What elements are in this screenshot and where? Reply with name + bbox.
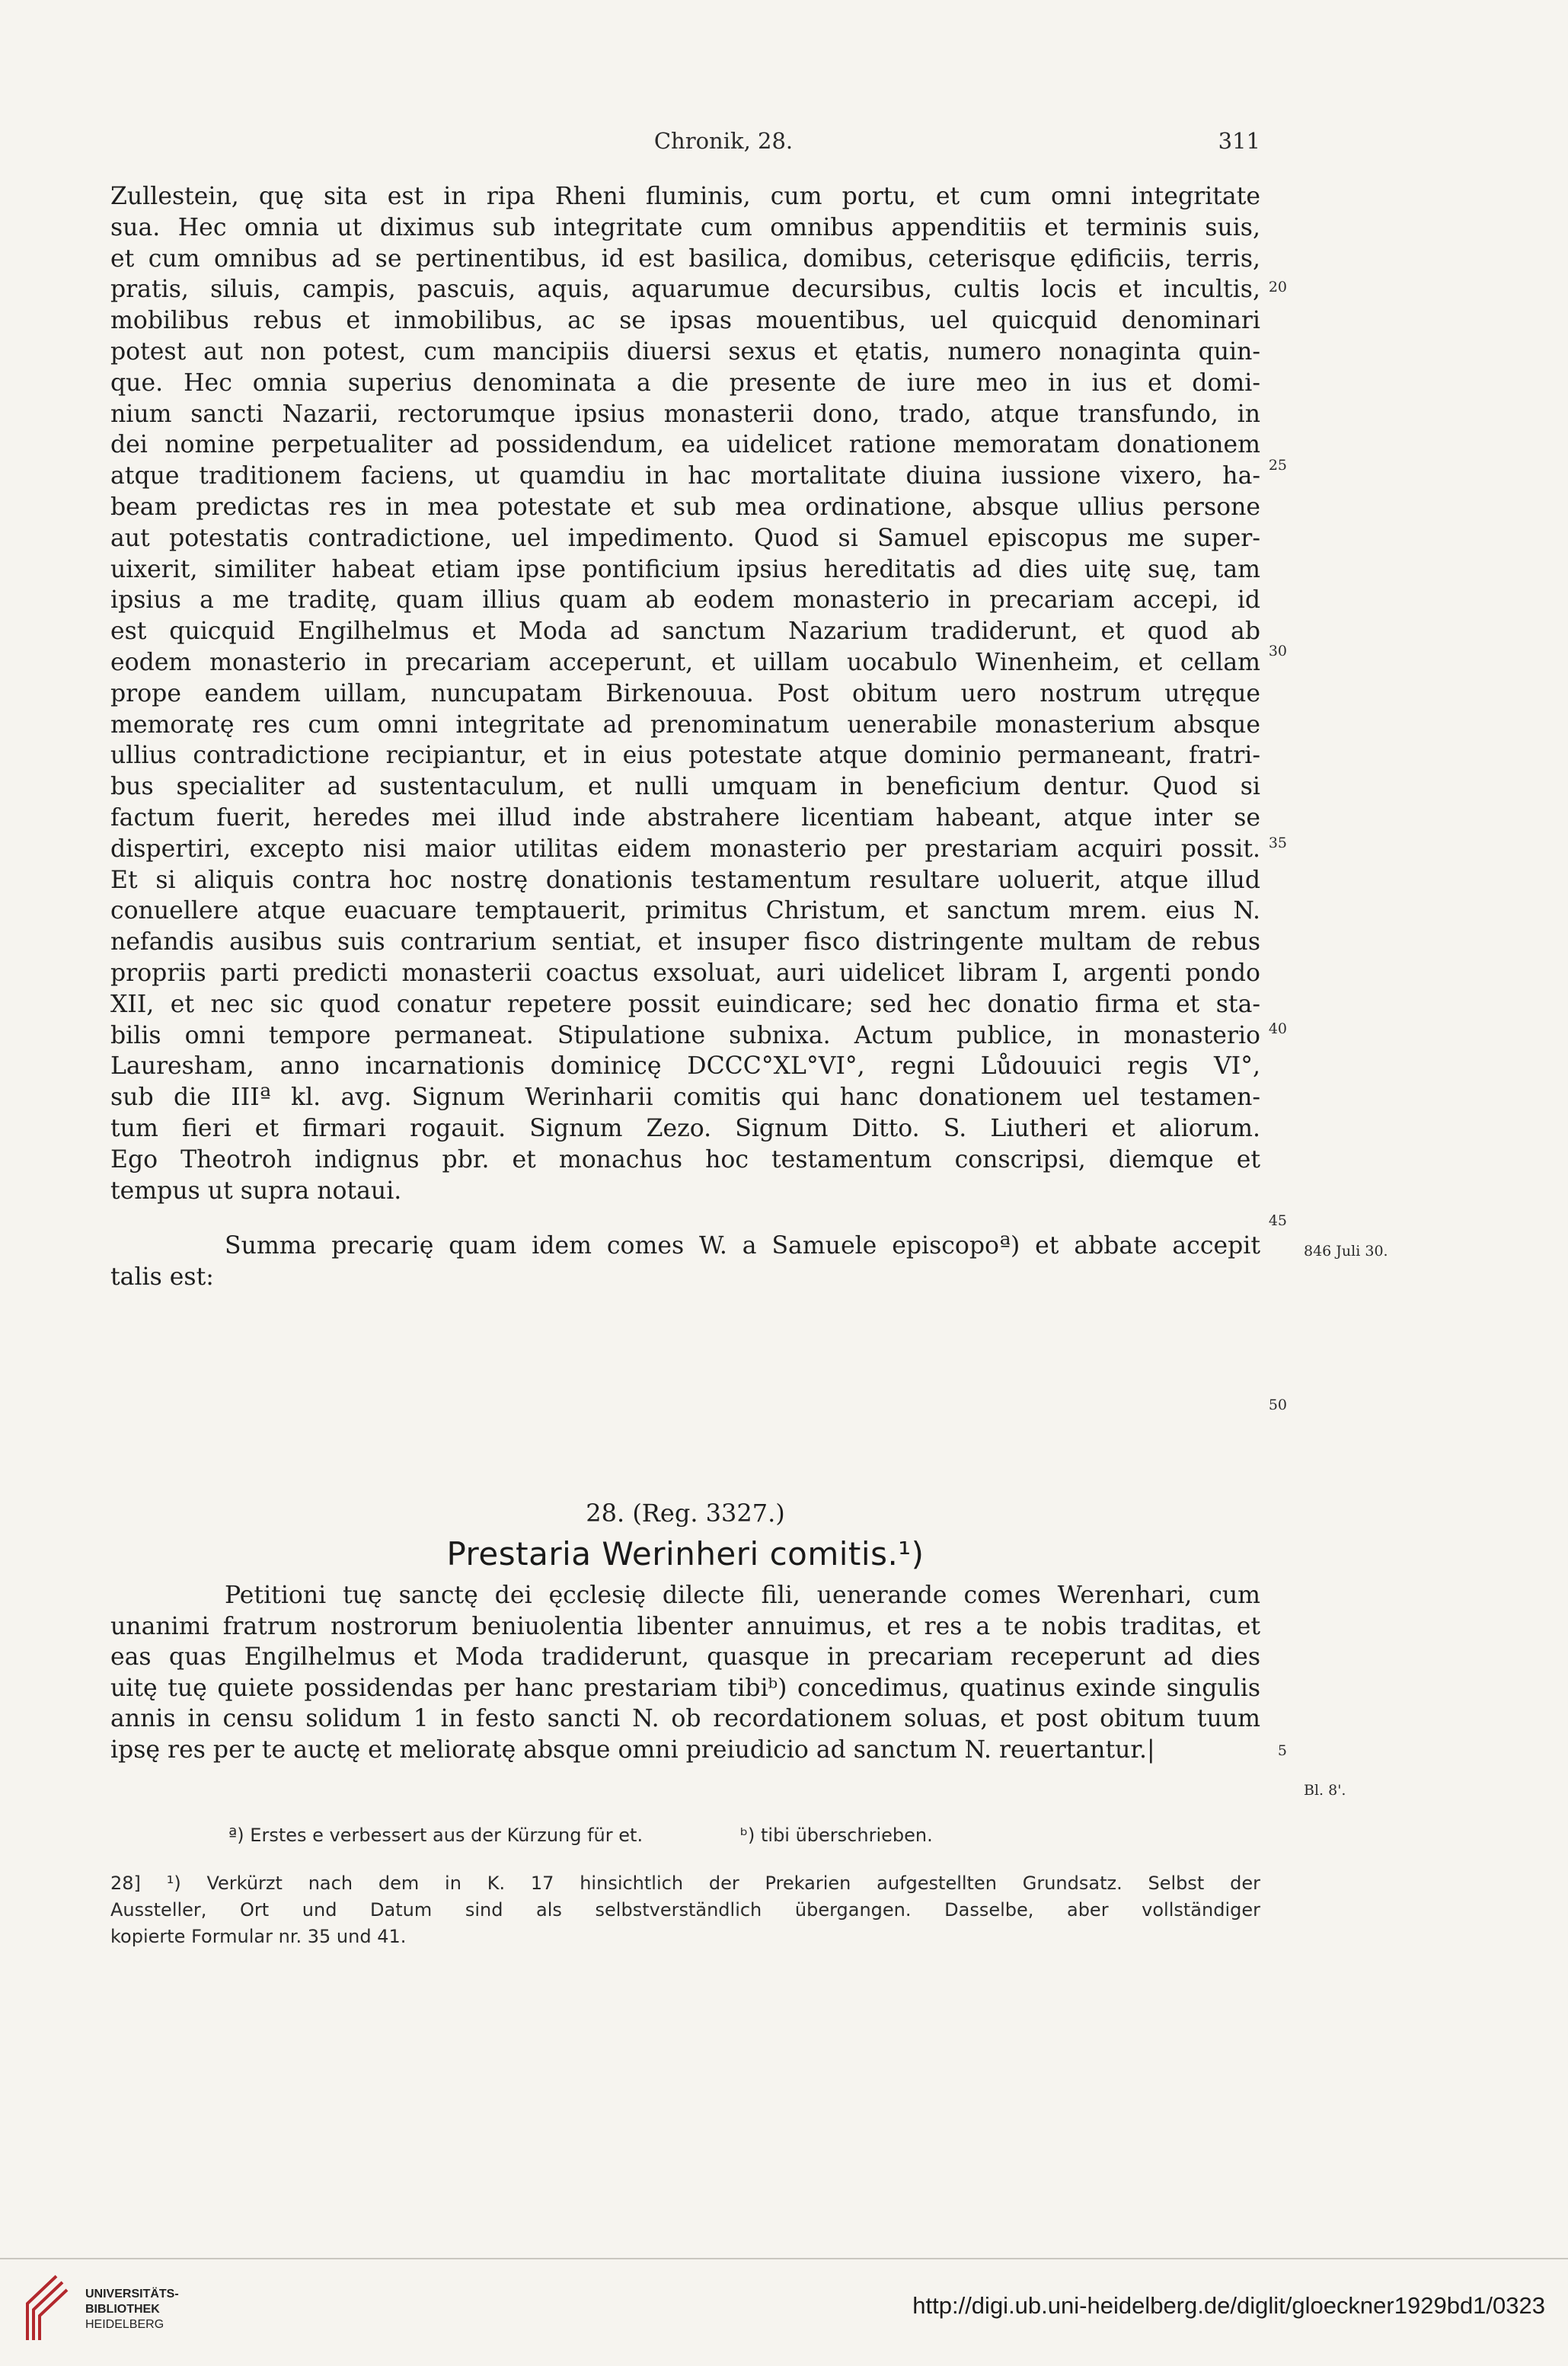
commentary-note xyxy=(110,1870,1260,1950)
textual-notes xyxy=(228,1825,1142,1846)
text-line: conuellere atque euacuare temptauerit, primitus Christum, et sanctum mrem. eius N. xyxy=(110,897,1260,925)
text-line: et cum omnibus ad se pertinentibus, id est basilica, domibus, ceterisque ędificiis, terris, xyxy=(110,244,1260,273)
line-number: 25 xyxy=(1268,457,1287,474)
text-line: uitę tuę quiete possidendas per hanc prestariam tibiᵇ) concedimus, quatinus exinde singulis xyxy=(110,1674,1260,1702)
summary-line: Summa precarię quam idem comes W. a Samuele episcopoª) et abbate accepit xyxy=(225,1232,1260,1260)
line-number: 50 xyxy=(1268,1397,1287,1413)
text-line: unanimi fratrum nostrorum beniuolentia libenter annuimus, et res a te nobis traditas, et xyxy=(110,1612,1260,1640)
text-line: Et si aliquis contra hoc nostrę donationis testamentum resultare uoluerit, atque illud xyxy=(110,866,1260,894)
text-line: mobilibus rebus et inmobilibus, ac se ipsas mouentibus, uel quicquid denominari xyxy=(110,307,1260,335)
note-line: 28] ¹) Verkürzt nach dem in K. 17 hinsichtlich der Prekarien aufgestellten Grundsatz. Selbst der xyxy=(110,1873,1260,1894)
text-line: sua. Hec omnia ut diximus sub integritate cum omnibus appenditiis et terminis suis, xyxy=(110,213,1260,241)
text-line: annis in censu solidum 1 in festo sancti N. ob recordationem soluas, et post obitum tuum xyxy=(110,1705,1260,1732)
library-logo-icon xyxy=(21,2273,69,2343)
text-line: que. Hec omnia superius denominata a die presente de iure meo in ius et domi- xyxy=(110,369,1260,397)
charter-number: 28. (Reg. 3327.) xyxy=(586,1499,785,1528)
line-number: 40 xyxy=(1268,1020,1287,1037)
margin-folio: Bl. 8'. xyxy=(1304,1782,1346,1799)
text-line: XII, et nec sic quod conatur repetere possit euindicare; sed hec donatio firma et sta- xyxy=(110,990,1260,1018)
text-line: prope eandem uillam, nuncupatam Birkenouua. Post obitum uero nostrum utręque xyxy=(110,679,1260,707)
line-number: 20 xyxy=(1268,279,1287,295)
text-line: tempus ut supra notaui. xyxy=(110,1177,402,1205)
line-number: 45 xyxy=(1268,1212,1287,1229)
note-line: kopierte Formular nr. 35 und 41. xyxy=(110,1926,407,1947)
text-line: propriis parti predicti monasterii coactus exsoluat, auri uidelicet libram I, argenti pondo xyxy=(110,959,1260,987)
text-line: eodem monasterio in precariam acceperunt, et uillam uocabulo Winenheim, et cellam xyxy=(110,648,1260,676)
library-logo[interactable] xyxy=(21,2273,212,2343)
summary-line: talis est: xyxy=(110,1263,214,1292)
text-line: atque traditionem faciens, ut quamdiu in hac mortalitate diuina iussione vixero, ha- xyxy=(110,462,1260,490)
source-url-link[interactable]: http://digi.ub.uni-heidelberg.de/diglit/gloeckner1929bd1/0323 xyxy=(912,2292,1545,2319)
text-line: factum fuerit, heredes mei illud inde abstrahere licentiam habeant, atque inter se xyxy=(110,803,1260,832)
text-line: Lauresham, anno incarnationis dominicę DCCC°XL°VI°, regni Lůdouuici regis VI°, xyxy=(110,1052,1260,1081)
text-line: ullius contradictione recipiantur, et in eius potestate atque dominio permaneant, fratri- xyxy=(110,742,1260,770)
text-line: ipsius a me traditę, quam illius quam ab eodem monasterio in precariam accepi, id xyxy=(110,586,1260,615)
text-line: eas quas Engilhelmus et Moda tradiderunt, quasque in precariam receperunt ad dies xyxy=(110,1643,1260,1671)
note-line: Aussteller, Ort und Datum sind als selbstverständlich übergangen. Dasselbe, aber vollständiger xyxy=(110,1899,1260,1921)
text-line: bus specialiter ad sustentaculum, et nulli umquam in beneficium dentur. Quod si xyxy=(110,773,1260,801)
running-header xyxy=(110,128,1260,164)
text-line: beam predictas res in mea potestate et sub mea ordinatione, absque ullius persone xyxy=(110,493,1260,521)
text-line: Zullestein, quę sita est in ripa Rheni fluminis, cum portu, et cum omni integritate xyxy=(110,183,1260,210)
text-line: Petitioni tuę sanctę dei ęcclesię dilecte fili, uenerande comes Werenhari, cum xyxy=(225,1582,1260,1609)
library-logo-text: UNIVERSITÄTS- BIBLIOTHEK HEIDELBERG xyxy=(85,2288,179,2331)
text-line: est quicquid Engilhelmus et Moda ad sanctum Nazarium tradiderunt, et quod ab xyxy=(110,618,1260,646)
line-number: 30 xyxy=(1268,643,1287,659)
text-line: bilis omni tempore permaneat. Stipulatione subnixa. Actum publice, in monasterio xyxy=(110,1021,1260,1049)
text-line: Ego Theotroh indignus pbr. et monachus hoc testamentum conscripsi, diemque et xyxy=(110,1145,1260,1173)
page-number: 311 xyxy=(1218,128,1260,154)
text-line: nefandis ausibus suis contrarium sentiat, et insuper fisco distringente multam de rebus xyxy=(110,928,1260,956)
line-number: 35 xyxy=(1268,835,1287,851)
text-line: nium sancti Nazarii, rectorumque ipsius monasterii dono, trado, atque transfundo, in xyxy=(110,400,1260,428)
footer-divider xyxy=(0,2258,1568,2259)
text-line: memoratę res cum omni integritate ad prenominatum uenerabile monasterium absque xyxy=(110,710,1260,739)
chronicle-text xyxy=(110,181,1260,1293)
text-line: aut potestatis contradictione, uel impedimento. Quod si Samuel episcopus me super- xyxy=(110,524,1260,552)
text-line: dei nomine perpetualiter ad possidendum, ea uidelicet ratione memoratam donationem xyxy=(110,431,1260,459)
text-line: sub die IIIª kl. avg. Signum Werinharii comitis qui hanc donationem uel testamen- xyxy=(110,1084,1260,1112)
text-line: tum fieri et firmari rogauit. Signum Zezo. Signum Ditto. S. Liutheri et aliorum. xyxy=(110,1114,1260,1142)
running-title: Chronik, 28. xyxy=(653,128,794,154)
text-line: uixerit, similiter habeat etiam ipse pontificium ipsius hereditatis ad dies uitę suę, tam xyxy=(110,555,1260,583)
charter-text xyxy=(110,1580,1260,1765)
text-line: pratis, siluis, campis, pascuis, aquis, aquarumue decursibus, cultis locis et incultis, xyxy=(110,276,1260,304)
paragraph-gap xyxy=(110,1206,1260,1231)
line-number: 5 xyxy=(1277,1742,1287,1759)
text-line: ipsę res per te auctę et melioratę absque omni preiudicio ad sanctum N. reuertantur.| xyxy=(110,1735,1155,1764)
margin-date: 846 Juli 30. xyxy=(1304,1243,1388,1260)
footnote-a: ª) Erstes e verbessert aus der Kürzung für et. xyxy=(228,1825,643,1846)
text-line: potest aut non potest, cum mancipiis diuersi sexus et ętatis, numero nonaginta quin- xyxy=(110,337,1260,366)
charter-title: Prestaria Werinheri comitis.¹) xyxy=(446,1535,925,1573)
text-line: dispertiri, excepto nisi maior utilitas eidem monasterio per prestariam acquiri possit. xyxy=(110,835,1260,863)
footnote-b: ᵇ) tibi überschrieben. xyxy=(739,1825,933,1846)
